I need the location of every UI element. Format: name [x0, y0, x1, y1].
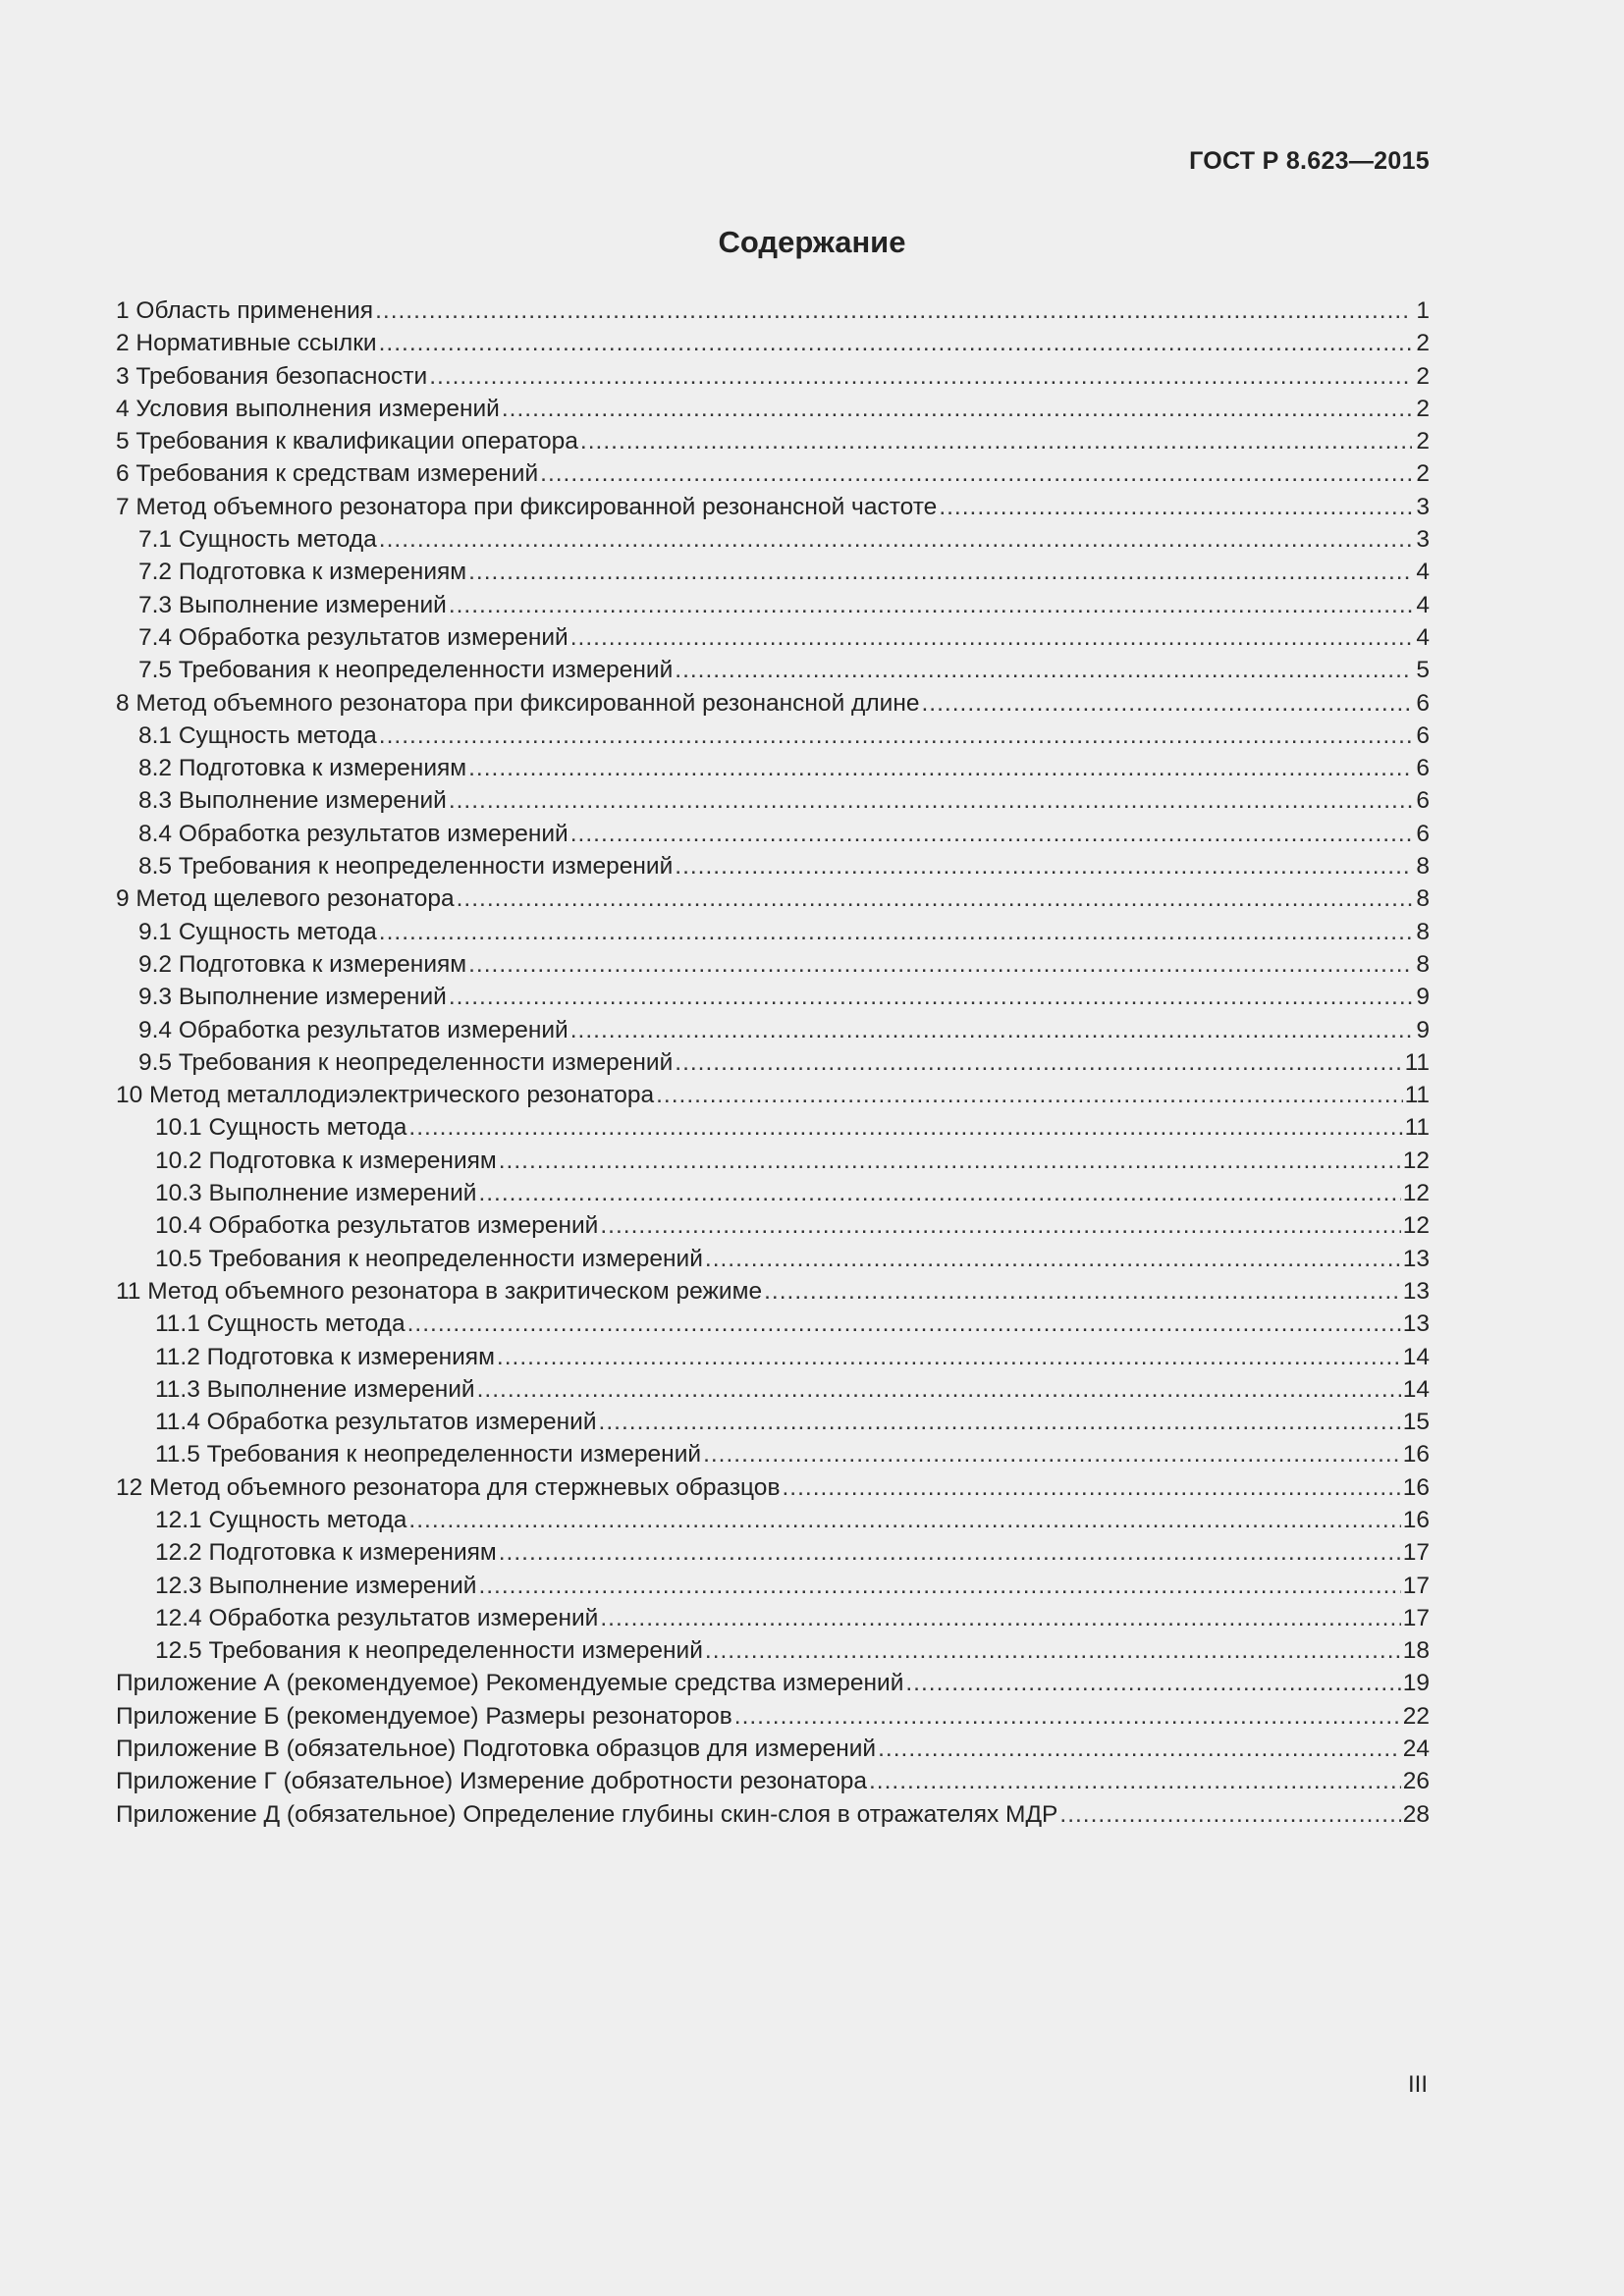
toc-entry-label: Приложение Г (обязательное) Измерение добротности резонатора [116, 1768, 867, 1795]
dot-leader [782, 1471, 1400, 1504]
toc-entry-page: 12 [1402, 1147, 1430, 1174]
dot-leader [408, 1111, 1402, 1144]
toc-entry[interactable] [116, 1667, 1430, 1699]
dot-leader [449, 589, 1412, 621]
toc-entry-page: 2 [1416, 362, 1430, 390]
toc-entry-page: 13 [1402, 1245, 1430, 1272]
toc-entry-page: 12 [1402, 1212, 1430, 1240]
toc-entry[interactable] [116, 1406, 1430, 1438]
dot-leader [570, 621, 1412, 654]
toc-entry-label: 8.4 Обработка результатов измерений [138, 820, 568, 847]
toc-entry-page: 11 [1404, 1082, 1430, 1109]
toc-entry-page: 28 [1402, 1800, 1430, 1828]
dot-leader [449, 981, 1412, 1013]
toc-entry-label: 10.4 Обработка результатов измерений [155, 1212, 599, 1240]
dot-leader [478, 1177, 1400, 1209]
toc-entry[interactable] [116, 327, 1430, 359]
toc-entry-label: 4 Условия выполнения измерений [116, 395, 500, 422]
toc-entry-page: 9 [1416, 984, 1430, 1011]
toc-entry-page: 9 [1416, 1016, 1430, 1043]
toc-entry-label: 11 Метод объемного резонатора в закритическом режиме [116, 1277, 763, 1305]
toc-entry-label: 11.3 Выполнение измерений [155, 1375, 475, 1403]
dot-leader [502, 393, 1412, 425]
dot-leader [499, 1145, 1401, 1177]
toc-entry[interactable] [116, 491, 1430, 523]
dot-leader [570, 818, 1412, 850]
toc-entry-label: 8.5 Требования к неопределенности измерений [138, 853, 674, 881]
toc-entry[interactable] [116, 1700, 1430, 1733]
toc-entry-label: 9.1 Сущность метода [138, 918, 377, 945]
toc-entry[interactable] [116, 752, 1430, 784]
dot-leader [734, 1700, 1401, 1733]
dot-leader [656, 1079, 1402, 1111]
dot-leader [407, 1308, 1401, 1340]
toc-entry-label: 9.5 Требования к неопределенности измерений [138, 1048, 674, 1076]
toc-entry[interactable] [116, 1014, 1430, 1046]
dot-leader [599, 1406, 1401, 1438]
toc-entry-page: 15 [1402, 1409, 1430, 1436]
dot-leader [878, 1733, 1401, 1765]
dot-leader [675, 654, 1412, 686]
toc-entry[interactable] [116, 1536, 1430, 1569]
dot-leader [580, 425, 1412, 457]
toc-entry[interactable] [116, 621, 1430, 654]
dot-leader [468, 948, 1412, 981]
dot-leader [705, 1243, 1401, 1275]
toc-entry-label: 7.3 Выполнение измерений [138, 591, 447, 618]
toc-entry[interactable] [116, 916, 1430, 948]
toc-entry[interactable] [116, 1111, 1430, 1144]
toc-entry-label: 7.5 Требования к неопределенности измерений [138, 657, 674, 684]
toc-entry[interactable] [116, 1046, 1430, 1079]
toc-entry-label: 7 Метод объемного резонатора при фиксированной резонансной частоте [116, 493, 938, 520]
dot-leader [477, 1373, 1401, 1406]
toc-entry-label: 10.3 Выполнение измерений [155, 1180, 477, 1207]
dot-leader [499, 1536, 1401, 1569]
toc-entry-page: 11 [1404, 1048, 1430, 1076]
toc-entry[interactable] [116, 457, 1430, 490]
toc-entry[interactable] [116, 720, 1430, 752]
dot-leader [379, 916, 1412, 948]
toc-entry-page: 14 [1402, 1375, 1430, 1403]
toc-entry-label: 9.3 Выполнение измерений [138, 984, 447, 1011]
toc-entry-page: 19 [1402, 1670, 1430, 1697]
toc-entry[interactable] [116, 784, 1430, 817]
toc-entry[interactable] [116, 1471, 1430, 1504]
toc-entry-page: 12 [1402, 1180, 1430, 1207]
toc-entry[interactable] [116, 818, 1430, 850]
toc-entry-page: 14 [1402, 1343, 1430, 1370]
toc-entry-page: 4 [1416, 591, 1430, 618]
dot-leader [600, 1209, 1400, 1242]
toc-entry-page: 3 [1416, 526, 1430, 554]
dot-leader [468, 752, 1412, 784]
toc-entry-page: 4 [1416, 559, 1430, 586]
dot-leader [1059, 1798, 1400, 1831]
toc-entry-label: 11.5 Требования к неопределенности измерений [155, 1441, 702, 1468]
toc-entry-page: 6 [1416, 689, 1430, 717]
table-of-contents [116, 294, 1430, 1831]
toc-entry-label: 1 Область применения [116, 297, 374, 324]
dot-leader [429, 360, 1412, 393]
toc-entry[interactable] [116, 850, 1430, 882]
toc-entry[interactable] [116, 360, 1430, 393]
toc-entry-label: 8.1 Сущность метода [138, 721, 377, 749]
toc-entry[interactable] [116, 393, 1430, 425]
dot-leader [675, 1046, 1402, 1079]
dot-leader [705, 1634, 1401, 1667]
toc-entry[interactable] [116, 1177, 1430, 1209]
dot-leader [478, 1570, 1400, 1602]
toc-entry-page: 26 [1402, 1768, 1430, 1795]
toc-entry-page: 6 [1416, 755, 1430, 782]
toc-entry-page: 13 [1402, 1277, 1430, 1305]
document-code: ГОСТ Р 8.623—2015 [1189, 147, 1430, 175]
toc-entry-page: 13 [1402, 1310, 1430, 1338]
toc-entry[interactable] [116, 1079, 1430, 1111]
toc-entry-label: 8.3 Выполнение измерений [138, 787, 447, 815]
toc-entry-label: Приложение В (обязательное) Подготовка образцов для измерений [116, 1735, 877, 1763]
toc-entry-label: 12.3 Выполнение измерений [155, 1572, 477, 1599]
toc-entry[interactable] [116, 1765, 1430, 1797]
toc-entry-label: Приложение Д (обязательное) Определение глубины скин-слоя в отражателях МДР [116, 1800, 1058, 1828]
toc-entry-label: 9.4 Обработка результатов измерений [138, 1016, 568, 1043]
toc-entry[interactable] [116, 687, 1430, 720]
toc-entry-page: 18 [1402, 1637, 1430, 1665]
toc-entry[interactable] [116, 1275, 1430, 1308]
toc-entry-page: 8 [1416, 950, 1430, 978]
dot-leader [497, 1341, 1401, 1373]
toc-entry-page: 17 [1402, 1539, 1430, 1567]
toc-entry-label: 10.1 Сущность метода [155, 1114, 407, 1142]
toc-entry-page: 8 [1416, 853, 1430, 881]
toc-entry-label: 10.5 Требования к неопределенности измерений [155, 1245, 703, 1272]
dot-leader [468, 556, 1412, 588]
toc-entry-label: 12.5 Требования к неопределенности измерений [155, 1637, 703, 1665]
toc-entry-label: 7.1 Сущность метода [138, 526, 377, 554]
toc-entry[interactable] [116, 556, 1430, 588]
toc-entry-label: 12.1 Сущность метода [155, 1506, 407, 1533]
toc-entry[interactable] [116, 1341, 1430, 1373]
dot-leader [905, 1667, 1400, 1699]
toc-entry[interactable] [116, 1570, 1430, 1602]
toc-entry-label: Приложение Б (рекомендуемое) Размеры резонаторов [116, 1702, 732, 1730]
dot-leader [379, 327, 1412, 359]
toc-entry-page: 4 [1416, 623, 1430, 651]
toc-entry[interactable] [116, 882, 1430, 915]
toc-entry-page: 2 [1416, 395, 1430, 422]
dot-leader [922, 687, 1413, 720]
toc-entry-page: 6 [1416, 721, 1430, 749]
dot-leader [570, 1014, 1412, 1046]
dot-leader [379, 720, 1412, 752]
toc-entry[interactable] [116, 1504, 1430, 1536]
toc-entry-page: 2 [1416, 330, 1430, 357]
toc-entry[interactable] [116, 523, 1430, 556]
toc-entry-page: 17 [1402, 1604, 1430, 1631]
toc-entry[interactable] [116, 1308, 1430, 1340]
dot-leader [540, 457, 1412, 490]
toc-entry-page: 2 [1416, 460, 1430, 488]
toc-entry-page: 6 [1416, 787, 1430, 815]
dot-leader [379, 523, 1412, 556]
toc-entry-page: 8 [1416, 885, 1430, 913]
toc-entry-label: 11.1 Сущность метода [155, 1310, 406, 1338]
toc-entry[interactable] [116, 1209, 1430, 1242]
toc-entry-label: 3 Требования безопасности [116, 362, 428, 390]
toc-title: Содержание [718, 225, 906, 259]
toc-entry-label: 8 Метод объемного резонатора при фиксированной резонансной длине [116, 689, 920, 717]
dot-leader [600, 1602, 1400, 1634]
toc-entry-label: 12.4 Обработка результатов измерений [155, 1604, 599, 1631]
dot-leader [375, 294, 1412, 327]
toc-entry[interactable] [116, 1145, 1430, 1177]
dot-leader [675, 850, 1412, 882]
toc-entry-label: 12.2 Подготовка к измерениям [155, 1539, 497, 1567]
toc-entry-label: Приложение А (рекомендуемое) Рекомендуемые средства измерений [116, 1670, 904, 1697]
toc-entry-page: 17 [1402, 1572, 1430, 1599]
dot-leader [869, 1765, 1401, 1797]
toc-entry-label: 12 Метод объемного резонатора для стержневых образцов [116, 1473, 781, 1501]
toc-entry[interactable] [116, 1602, 1430, 1634]
toc-entry-label: 6 Требования к средствам измерений [116, 460, 539, 488]
toc-entry-page: 11 [1404, 1114, 1430, 1142]
toc-entry-page: 16 [1402, 1473, 1430, 1501]
dot-leader [764, 1275, 1401, 1308]
toc-entry-page: 3 [1416, 493, 1430, 520]
toc-entry-page: 5 [1416, 657, 1430, 684]
toc-entry[interactable] [116, 1634, 1430, 1667]
toc-entry-label: 2 Нормативные ссылки [116, 330, 377, 357]
toc-entry[interactable] [116, 981, 1430, 1013]
toc-entry[interactable] [116, 425, 1430, 457]
toc-entry[interactable] [116, 948, 1430, 981]
toc-entry-page: 16 [1402, 1506, 1430, 1533]
toc-entry-label: 9.2 Подготовка к измерениям [138, 950, 467, 978]
dot-leader [408, 1504, 1400, 1536]
toc-entry-page: 8 [1416, 918, 1430, 945]
toc-entry[interactable] [116, 589, 1430, 621]
toc-entry[interactable] [116, 1243, 1430, 1275]
toc-entry-page: 22 [1402, 1702, 1430, 1730]
toc-entry-label: 10 Метод металлодиэлектрического резонатора [116, 1082, 655, 1109]
toc-entry-label: 11.4 Обработка результатов измерений [155, 1409, 597, 1436]
toc-entry-page: 16 [1402, 1441, 1430, 1468]
toc-entry-label: 9 Метод щелевого резонатора [116, 885, 455, 913]
toc-entry[interactable] [116, 1733, 1430, 1765]
toc-entry[interactable] [116, 1438, 1430, 1470]
toc-entry-page: 1 [1416, 297, 1430, 324]
dot-leader [449, 784, 1412, 817]
toc-entry-page: 6 [1416, 820, 1430, 847]
dot-leader [457, 882, 1412, 915]
toc-entry-label: 10.2 Подготовка к измерениям [155, 1147, 497, 1174]
toc-entry-page: 24 [1402, 1735, 1430, 1763]
toc-entry[interactable] [116, 1373, 1430, 1406]
toc-entry[interactable] [116, 294, 1430, 327]
toc-entry[interactable] [116, 654, 1430, 686]
toc-entry-label: 11.2 Подготовка к измерениям [155, 1343, 495, 1370]
toc-entry-label: 8.2 Подготовка к измерениям [138, 755, 467, 782]
toc-entry[interactable] [116, 1798, 1430, 1831]
toc-entry-label: 5 Требования к квалификации оператора [116, 428, 578, 455]
page-number: III [1407, 2071, 1428, 2098]
dot-leader [939, 491, 1412, 523]
dot-leader [703, 1438, 1401, 1470]
toc-entry-label: 7.4 Обработка результатов измерений [138, 623, 568, 651]
toc-entry-label: 7.2 Подготовка к измерениям [138, 559, 467, 586]
toc-entry-page: 2 [1416, 428, 1430, 455]
